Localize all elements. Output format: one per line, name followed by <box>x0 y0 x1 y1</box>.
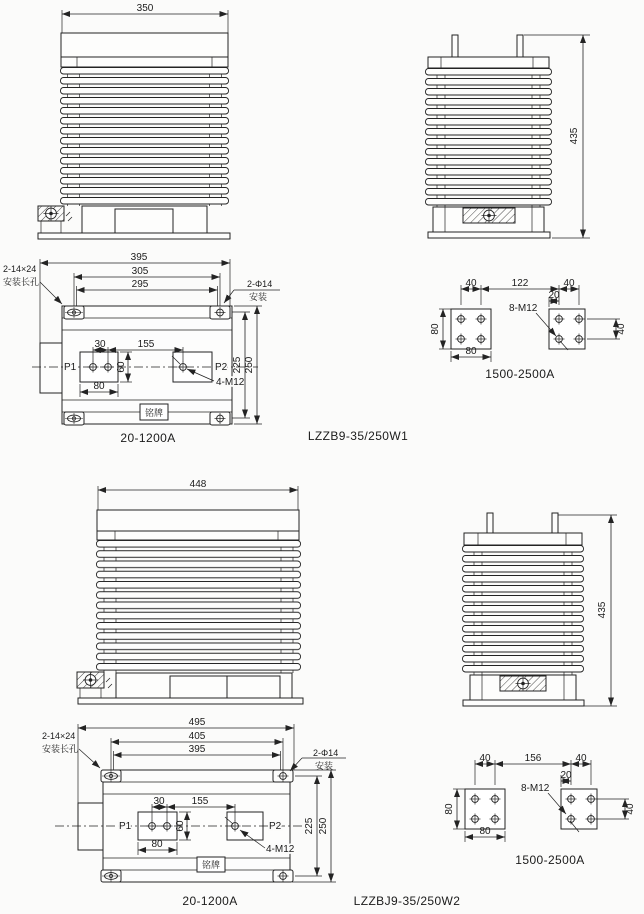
p1-label: P1 <box>64 362 77 373</box>
top-band <box>428 57 549 68</box>
plate-offset-dim-1 <box>548 290 560 307</box>
dim-plan-inner-1 <box>77 279 218 306</box>
primary-terminal-right <box>552 513 558 533</box>
dim-plan-inner-2 <box>114 744 281 770</box>
plan-view-2 <box>42 717 346 908</box>
dim-label: 40 <box>563 278 575 289</box>
primary-terminal-left <box>487 513 493 533</box>
plate-top-dims-1 <box>461 278 579 305</box>
dim-label: 40 <box>465 278 477 289</box>
top-tank <box>61 33 228 57</box>
plate-range-label: 1500-2500A <box>485 367 555 381</box>
nameplate-label: 铭牌 <box>201 860 221 870</box>
base-plate <box>38 233 230 239</box>
dim-front-width-2 <box>98 479 298 510</box>
plate-offset-dim-2 <box>560 770 572 787</box>
insulation-fins <box>96 540 301 673</box>
dim-side-height-label: 435 <box>597 601 608 619</box>
hole-note-1 <box>224 279 280 303</box>
model-label: LZZB9-35/250W1 <box>307 429 409 443</box>
mounting-plate-left <box>451 309 491 349</box>
pedestal-window <box>115 209 173 233</box>
dim-label: 305 <box>131 266 149 277</box>
plate-height-dim-2 <box>444 789 465 829</box>
dim-label: 80 <box>151 839 163 850</box>
hole-note-line1: 2-Φ14 <box>247 279 273 289</box>
dim-label: 40 <box>479 753 491 764</box>
dim-label: 40 <box>625 803 636 815</box>
dim-label: 40 <box>575 753 587 764</box>
dim-label: 60 <box>116 361 127 373</box>
slot-note-line1: 2-14×24 <box>42 731 76 741</box>
hole-note-2 <box>290 748 346 771</box>
p2-label: P2 <box>269 821 282 832</box>
dim-label: 495 <box>188 717 206 728</box>
slot-note-line2: 安装长孔 <box>42 744 79 754</box>
figure-lzzbj9 <box>42 479 636 908</box>
terminal-box-protrusion <box>78 803 103 850</box>
mounting-plates-1 <box>430 278 627 381</box>
base-plate <box>78 698 303 704</box>
ground-terminal-icon <box>500 676 546 691</box>
front-view-1 <box>38 3 230 239</box>
mounting-plate-right <box>561 789 597 829</box>
current-range-label: 20-1200A <box>120 431 176 445</box>
bolt-note-label: 4-M12 <box>266 844 295 855</box>
plate-vert-pitch-dim-2 <box>597 799 636 819</box>
dim-label: 395 <box>130 252 148 263</box>
bolt-note-label: 4-M12 <box>216 377 245 388</box>
front-view-2 <box>77 479 303 704</box>
nameplate-label: 铭牌 <box>144 408 164 418</box>
dim-label: 40 <box>616 323 627 335</box>
dim-label: 395 <box>188 744 206 755</box>
insulation-fins <box>462 545 584 675</box>
top-band <box>97 531 299 540</box>
dim-label: 295 <box>131 279 149 290</box>
dim-label: 80 <box>430 323 441 335</box>
dim-label: 225 <box>304 817 315 835</box>
hole-note-line2: 安装 <box>249 292 268 302</box>
plan-view-1 <box>3 252 280 445</box>
dim-label: 60 <box>175 820 186 832</box>
dim-front-width-1 <box>62 3 228 33</box>
dim-front-width-label: 350 <box>136 3 154 14</box>
slot-note-1 <box>3 264 62 304</box>
hole-note-line1: 2-Φ14 <box>313 748 339 758</box>
dim-front-width-label: 448 <box>189 479 207 490</box>
base-plate <box>463 700 584 706</box>
dim-label: 80 <box>465 346 477 357</box>
dim-label: 225 <box>232 356 243 374</box>
dim-label: 250 <box>244 356 255 374</box>
primary-terminal-left <box>452 35 458 57</box>
dim-label: 80 <box>479 826 491 837</box>
dim-label: 20 <box>548 290 560 301</box>
slot-note-line2: 安装长孔 <box>3 277 40 287</box>
current-range-label: 20-1200A <box>182 894 238 908</box>
dim-label: 405 <box>188 731 206 742</box>
ground-terminal-icon <box>463 208 515 223</box>
top-tank <box>97 510 299 531</box>
dim-label: 20 <box>560 770 572 781</box>
mounting-plate-right <box>549 309 585 349</box>
figure-lzzb9 <box>3 3 627 445</box>
ground-terminal-icon <box>38 206 72 233</box>
side-view-1 <box>425 35 590 238</box>
terminal-box-protrusion <box>40 343 62 393</box>
plate-vert-pitch-dim-1 <box>587 319 627 339</box>
pedestal-window <box>227 676 280 698</box>
dim-label: 122 <box>511 278 529 289</box>
dim-side-height-label: 435 <box>569 127 580 145</box>
top-band <box>61 57 228 67</box>
dim-label: 30 <box>94 339 106 350</box>
dim-label: 250 <box>318 817 329 835</box>
dim-label: 80 <box>93 381 105 392</box>
mounting-plate-left <box>465 789 505 829</box>
bolt-note-label: 8-M12 <box>509 303 538 314</box>
p1-label: P1 <box>119 821 132 832</box>
top-band <box>464 533 582 545</box>
dim-label: 156 <box>524 753 542 764</box>
plate-top-dims-2 <box>475 753 591 785</box>
model-label: LZZBJ9-35/250W2 <box>353 894 461 908</box>
plate-height-dim-1 <box>430 309 451 349</box>
side-view-2 <box>462 513 617 706</box>
p2-label: P2 <box>215 362 228 373</box>
pedestal-window <box>170 676 227 698</box>
hole-note-line2: 安装 <box>315 761 334 771</box>
dim-label: 155 <box>137 339 155 350</box>
dim-label: 30 <box>153 796 165 807</box>
mounting-plates-2 <box>444 753 636 867</box>
base-plate <box>428 232 550 238</box>
plate-range-label: 1500-2500A <box>515 853 585 867</box>
primary-terminal-right <box>517 35 523 57</box>
insulation-fins <box>60 67 229 206</box>
dim-label: 80 <box>444 803 455 815</box>
slot-note-line1: 2-14×24 <box>3 264 37 274</box>
insulation-fins <box>425 68 552 207</box>
ground-terminal-icon <box>77 672 112 698</box>
dim-label: 155 <box>191 796 209 807</box>
bolt-note-label: 8-M12 <box>521 783 550 794</box>
slot-note-2 <box>42 731 100 768</box>
